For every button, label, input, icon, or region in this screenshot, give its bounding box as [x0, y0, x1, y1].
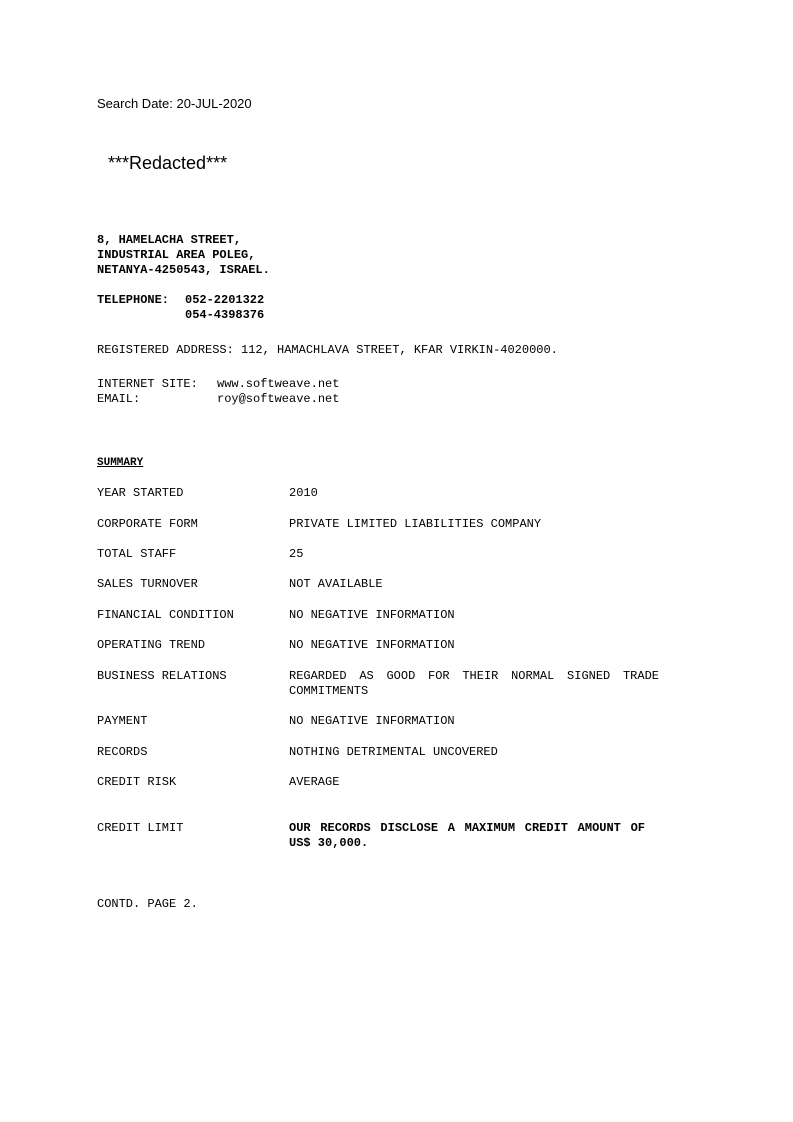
summary-value: NO NEGATIVE INFORMATION [289, 714, 455, 728]
address-line-1: 8, HAMELACHA STREET, [97, 233, 242, 247]
summary-label: YEAR STARTED [97, 486, 184, 500]
telephone-numbers [185, 293, 264, 323]
summary-value: NO NEGATIVE INFORMATION [289, 638, 455, 652]
summary-value: PRIVATE LIMITED LIABILITIES COMPANY [289, 517, 542, 531]
summary-value: 2010 [289, 486, 318, 500]
summary-value: REGARDED AS GOOD FOR THEIR NORMAL SIGNED TRADE COMMITMENTS [289, 669, 659, 698]
summary-label: SALES TURNOVER [97, 577, 198, 591]
telephone-label: TELEPHONE: [97, 293, 170, 307]
summary-label: FINANCIAL CONDITION [97, 608, 234, 622]
summary-value: AVERAGE [289, 775, 340, 789]
telephone-number-1: 052-2201322 [185, 293, 265, 307]
summary-label: CREDIT LIMIT [97, 821, 184, 835]
summary-label: TOTAL STAFF [97, 547, 177, 561]
summary-label: RECORDS [97, 745, 148, 759]
telephone-number-2: 054-4398376 [185, 308, 265, 322]
email-label: EMAIL: [97, 392, 141, 406]
internet-values [217, 377, 339, 407]
internet-site: www.softweave.net [217, 377, 340, 391]
internet-site-label: INTERNET SITE: [97, 377, 198, 391]
summary-label: PAYMENT [97, 714, 148, 728]
summary-label: CREDIT RISK [97, 775, 177, 789]
summary-value: NOTHING DETRIMENTAL UNCOVERED [289, 745, 498, 759]
summary-heading: SUMMARY [97, 457, 144, 469]
company-address [97, 233, 270, 278]
summary-label: OPERATING TREND [97, 638, 206, 652]
address-line-2: INDUSTRIAL AREA POLEG, [97, 248, 256, 262]
redacted-company-name: ***Redacted*** [108, 153, 228, 173]
summary-label: BUSINESS RELATIONS [97, 669, 227, 683]
address-line-3: NETANYA-4250543, ISRAEL. [97, 263, 270, 277]
summary-value: NOT AVAILABLE [289, 577, 383, 591]
registered-address: REGISTERED ADDRESS: 112, HAMACHLAVA STREET, KFAR VIRKIN-4020000. [97, 343, 558, 357]
credit-limit-value: OUR RECORDS DISCLOSE A MAXIMUM CREDIT AMOUNT OF US$ 30,000. [289, 821, 645, 850]
summary-value: 25 [289, 547, 304, 561]
internet-labels [97, 377, 198, 407]
continued-note: CONTD. PAGE 2. [97, 897, 198, 911]
search-date: Search Date: 20-JUL-2020 [97, 96, 252, 111]
summary-label: CORPORATE FORM [97, 517, 198, 531]
summary-value: NO NEGATIVE INFORMATION [289, 608, 455, 622]
email-address: roy@softweave.net [217, 392, 340, 406]
